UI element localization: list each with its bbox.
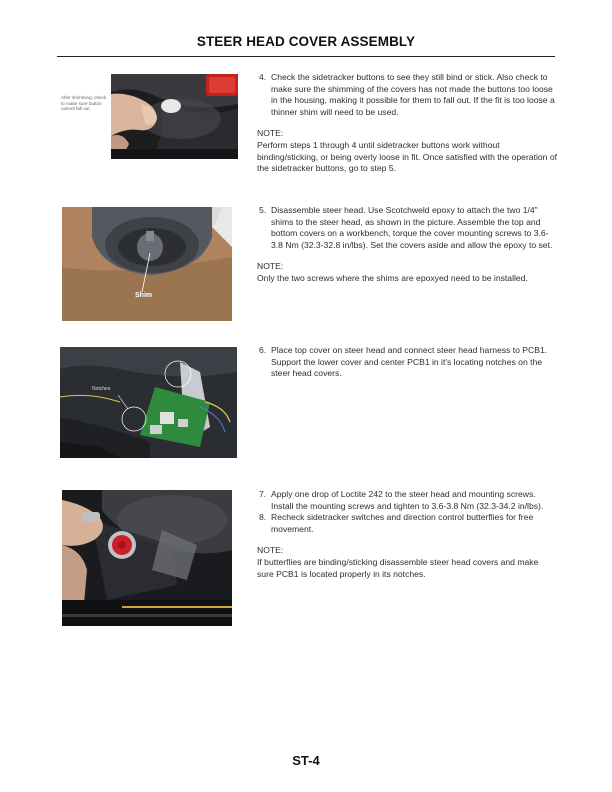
shim-label: Shim	[135, 292, 153, 299]
notches-label: Notches	[92, 386, 111, 392]
figure-1-photo	[111, 74, 238, 159]
figure-3-photo	[60, 347, 237, 458]
figure-1-caption: After shimming, check to make sure button cannot fall out.	[61, 95, 107, 112]
step-8: 8. Recheck sidetracker switches and direction control butterflies for free movement.	[259, 512, 534, 534]
note-label: NOTE:	[257, 545, 284, 556]
step-5: 5. Disassemble steer head. Use Scotchweld epoxy to attach the two 1/4" shims to the steer head, as shown in the picture. Assemble the top and bottom covers on a workbench, torque the cover mounting screws to 3.6-3.8 Nm (32.3-32.8 in/lbs). Set the covers aside and allow the epoxy to set.	[259, 205, 553, 250]
section-2-text	[257, 205, 557, 285]
note-text: Perform steps 1 through 4 until sidetracker buttons work without binding/sticking, or being overly loose in fit. Once satisfied with the operation of the sidetracker buttons, go to step 5.	[257, 139, 557, 174]
page-number: ST-4	[292, 753, 320, 768]
step-4: 4. Check the sidetracker buttons to see they still bind or stick. Also check to make sure the shimming of the covers has not made the buttons too loose in the housing, making it possible for them to fall out. If the fit is too loose a thinner shim will need to be used.	[259, 72, 555, 117]
section-1-text	[257, 72, 557, 175]
title-divider	[57, 56, 555, 57]
figure-4-photo	[62, 490, 232, 626]
figure-2-photo	[62, 207, 232, 321]
step-7: 7. Apply one drop of Loctite 242 to the steer head and mounting screws. Install the mounting screws and tighten to 3.6-3.8 Nm (32.3-34.2 in/lbs).	[259, 489, 544, 511]
note-text: Only the two screws where the shims are epoxyed need to be installed.	[257, 272, 528, 283]
note-label: NOTE:	[257, 261, 284, 272]
page-title: STEER HEAD COVER ASSEMBLY	[196, 34, 416, 49]
step-6: 6. Place top cover on steer head and connect steer head harness to PCB1. Support the lower cover and center PCB1 in it's locating notches on the steer head covers.	[259, 345, 548, 379]
section-3-text	[257, 345, 557, 380]
section-4-text	[257, 489, 557, 580]
note-text: If butterflies are binding/sticking disassemble steer head covers and make sure PCB1 is located properly in its notches.	[257, 556, 539, 579]
note-label: NOTE:	[257, 128, 284, 139]
